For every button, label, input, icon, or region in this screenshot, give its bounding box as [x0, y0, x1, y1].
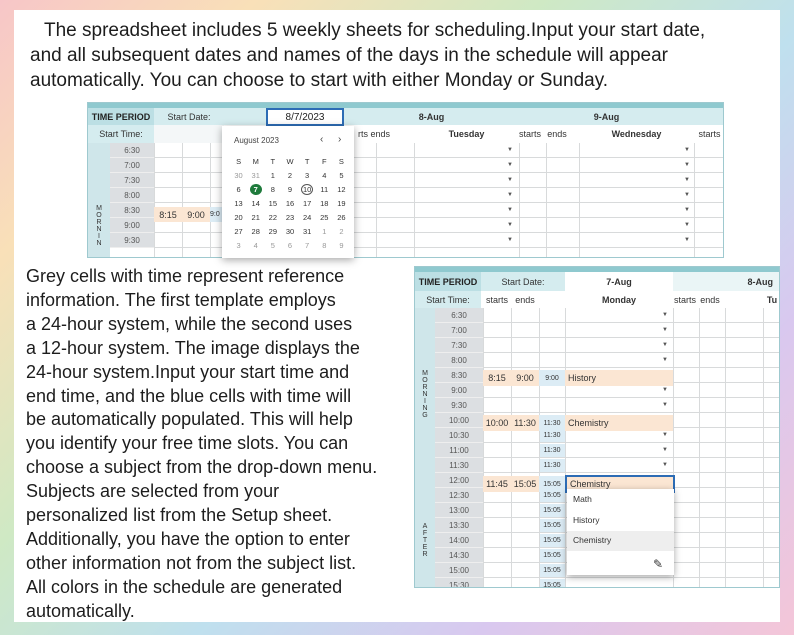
column-line: [483, 308, 484, 588]
weekday-label: M: [252, 157, 259, 166]
calendar-day[interactable]: 3: [236, 241, 241, 250]
calendar-day[interactable]: 8: [322, 241, 327, 250]
column-line: [546, 143, 547, 258]
weekday-label: T: [270, 157, 276, 166]
end-time-cell[interactable]: 9:00: [511, 370, 539, 386]
time-cell: 14:30: [435, 548, 483, 563]
date-picker-popup[interactable]: [222, 126, 354, 258]
dropdown-arrow-icon[interactable]: ▼: [662, 432, 668, 438]
calendar-day[interactable]: 3: [305, 171, 310, 180]
calendar-day[interactable]: 2: [287, 171, 293, 180]
time-cell: 7:30: [110, 173, 154, 188]
side-letter: O: [96, 212, 102, 219]
dropdown-arrow-icon[interactable]: ▼: [662, 357, 668, 363]
calendar-day[interactable]: 30: [285, 227, 295, 236]
calc-time-cell: 9:0: [210, 207, 224, 222]
start-date-label: Start Date:: [481, 272, 565, 291]
row-line: [483, 412, 780, 413]
dropdown-arrow-icon[interactable]: ▼: [507, 222, 513, 228]
time-cell: 13:00: [435, 503, 483, 518]
time-cell: 9:30: [110, 233, 154, 248]
end-time-cell[interactable]: 11:30: [511, 415, 539, 431]
description-text: [26, 265, 418, 624]
calendar-day[interactable]: 7: [250, 184, 262, 195]
column-line: [210, 143, 211, 258]
dropdown-arrow-icon[interactable]: ▼: [662, 387, 668, 393]
calendar-day[interactable]: 12: [337, 185, 346, 194]
calendar-day[interactable]: 28: [251, 227, 260, 236]
calendar-day[interactable]: 4: [322, 171, 327, 180]
calendar-day[interactable]: 17: [302, 199, 312, 208]
time-cell: 15:00: [435, 563, 483, 578]
row-line: [483, 442, 780, 443]
calendar-day[interactable]: 6: [236, 185, 241, 194]
calendar-day[interactable]: 1: [322, 227, 327, 236]
time-cell: 8:30: [110, 203, 154, 218]
time-cell: 6:30: [435, 308, 483, 323]
calendar-day[interactable]: 4: [253, 241, 258, 250]
col-starts-3: starts: [698, 129, 721, 139]
calc-time-cell: 15:05: [539, 519, 565, 532]
column-line: [725, 308, 726, 588]
column-line: [519, 143, 520, 258]
dropdown-item-math[interactable]: Math: [573, 494, 592, 504]
calendar-grid: [230, 156, 350, 251]
time-cell: 9:00: [435, 383, 483, 398]
description-line: end time, and the blue cells with time will: [26, 385, 352, 406]
row-line: [483, 337, 780, 338]
calendar-day[interactable]: 2: [339, 227, 344, 236]
time-cell: 12:30: [435, 488, 483, 503]
day2-date: 8-Aug: [673, 272, 780, 291]
calendar-day[interactable]: 11: [320, 185, 329, 194]
weekday-label: S: [338, 157, 344, 166]
time-cell: 11:30: [435, 458, 483, 473]
description-line: Additionally, you have the option to enter: [26, 528, 350, 549]
side-letter: N: [422, 405, 428, 412]
dropdown-arrow-icon[interactable]: ▼: [684, 237, 690, 243]
column-line: [376, 143, 377, 258]
calendar-day[interactable]: 29: [268, 227, 278, 236]
side-letter: I: [424, 398, 426, 405]
time-period-header: TIME PERIOD: [88, 108, 154, 125]
time-cell: 14:00: [435, 533, 483, 548]
day1-name: Monday: [601, 294, 636, 305]
calendar-day[interactable]: 7: [305, 241, 310, 250]
start-time-cell[interactable]: 8:15: [154, 207, 182, 222]
calc-time-cell: 15:05: [539, 489, 565, 502]
calendar-day[interactable]: 8: [270, 185, 275, 194]
calendar-day[interactable]: 10: [302, 185, 312, 194]
day1-name: Tuesday: [448, 129, 485, 139]
column-line: [699, 308, 700, 588]
row-line: [483, 577, 780, 578]
row-line: [483, 322, 780, 323]
dropdown-arrow-icon[interactable]: ▼: [684, 207, 690, 213]
day2-name: Wednesday: [611, 129, 662, 139]
col2-starts: starts: [673, 294, 696, 305]
description-line: you identify your free time slots. You can: [26, 433, 349, 454]
time-cell: 15:30: [435, 578, 483, 588]
side-letter: M: [422, 370, 428, 377]
calc-time-cell: 15:05: [539, 564, 565, 577]
calendar-day[interactable]: 13: [234, 199, 243, 208]
calendar-day[interactable]: 1: [270, 171, 275, 180]
side-letter: I: [98, 233, 100, 240]
time-cell: 8:00: [435, 353, 483, 368]
weekday-label: S: [236, 157, 242, 166]
calc-time-cell: 15:05: [539, 579, 565, 588]
time-cell: 7:30: [435, 338, 483, 353]
calc-time-cell: 15:05: [539, 504, 565, 517]
calc-time-cell: 11:30: [539, 415, 565, 431]
dropdown-arrow-icon[interactable]: ▼: [662, 342, 668, 348]
calendar-day[interactable]: 5: [339, 171, 344, 180]
header-spacer: [154, 125, 224, 143]
column-line: [763, 308, 764, 588]
description-line: Subjects are selected from your: [26, 481, 280, 502]
time-cell: 7:00: [110, 158, 154, 173]
dropdown-arrow-icon[interactable]: ▼: [684, 147, 690, 153]
side-letter: T: [422, 537, 428, 544]
side-letter: R: [422, 384, 428, 391]
prev-month-icon[interactable]: ‹: [320, 134, 324, 145]
side-letter: N: [96, 226, 102, 233]
time-cell: 8:30: [435, 368, 483, 383]
col-ends-2: ends: [547, 129, 567, 139]
dropdown-arrow-icon[interactable]: ▼: [684, 222, 690, 228]
subject-cell[interactable]: Chemistry: [565, 415, 673, 431]
time-cell: 10:00: [435, 413, 483, 428]
row-line: [483, 367, 780, 368]
calc-time-cell: 11:30: [539, 459, 565, 472]
calendar-day[interactable]: 9: [339, 241, 344, 250]
dropdown-arrow-icon[interactable]: ▼: [684, 177, 690, 183]
dropdown-arrow-icon[interactable]: ▼: [684, 162, 690, 168]
column-line: [579, 143, 580, 258]
morning-side-label: [88, 143, 110, 258]
time-period-header: TIME PERIOD: [415, 272, 481, 291]
col-starts-2: starts: [519, 129, 542, 139]
side-letter: N: [96, 240, 102, 247]
calc-time-cell: 15:05: [539, 534, 565, 547]
column-line: [565, 308, 566, 588]
description-line: be automatically populated. This will help: [26, 409, 353, 430]
time-cell: 7:00: [435, 323, 483, 338]
dropdown-arrow-icon[interactable]: ▼: [507, 237, 513, 243]
calendar-day[interactable]: 14: [251, 199, 260, 208]
day2-date: 9-Aug: [519, 108, 694, 125]
subject-input-active[interactable]: Chemistry: [565, 475, 675, 493]
calendar-day[interactable]: 19: [337, 199, 346, 208]
calendar-day[interactable]: 27: [234, 227, 243, 236]
end-time-cell[interactable]: 15:05: [511, 476, 539, 492]
time-cell: 12:00: [435, 473, 483, 488]
time-cell: 11:00: [435, 443, 483, 458]
intro-line-1: The spreadsheet includes 5 weekly sheets for scheduling.Input your start date,: [44, 20, 706, 41]
calendar-day[interactable]: 5: [270, 241, 275, 250]
calendar-day[interactable]: 9: [287, 185, 293, 194]
start-time-cell[interactable]: 8:15: [483, 370, 511, 386]
dropdown-arrow-icon[interactable]: ▼: [507, 207, 513, 213]
start-date-label: Start Date:: [154, 108, 224, 125]
day2-name: Tu: [766, 294, 778, 305]
dropdown-arrow-icon[interactable]: ▼: [507, 147, 513, 153]
dropdown-arrow-icon[interactable]: ▼: [684, 192, 690, 198]
dropdown-arrow-icon[interactable]: ▼: [662, 402, 668, 408]
col-ends: ends: [515, 294, 535, 305]
description-line: personalized list from the Setup sheet.: [26, 505, 333, 526]
dropdown-item-history[interactable]: History: [573, 515, 600, 525]
calendar-day[interactable]: 25: [320, 213, 329, 222]
intro-text: [30, 18, 750, 93]
weekday-label: F: [321, 157, 327, 166]
dropdown-arrow-icon[interactable]: ▼: [662, 462, 668, 468]
column-line: [694, 143, 695, 258]
calendar-day[interactable]: 15: [268, 199, 278, 208]
row-line: [483, 457, 780, 458]
start-time-cell[interactable]: 11:45: [483, 476, 511, 492]
column-line: [414, 143, 415, 258]
side-letter: E: [422, 544, 428, 551]
time-cell: 6:30: [110, 143, 154, 158]
time-cell: 9:30: [435, 398, 483, 413]
calendar-day[interactable]: 6: [287, 241, 293, 250]
side-letter: M: [96, 205, 102, 212]
start-time-label: Start Time:: [88, 125, 154, 143]
day3-date: [694, 108, 724, 125]
description-line: a 12-hour system. The image displays the: [26, 337, 360, 358]
start-time-cell[interactable]: 10:00: [483, 415, 511, 431]
side-letter: R: [422, 551, 428, 558]
subject-cell[interactable]: History: [565, 370, 673, 386]
day1-date: 8-Aug: [344, 108, 519, 125]
schedule-sheet-top: [87, 102, 724, 258]
calendar-day[interactable]: 21: [251, 213, 260, 222]
description-line: All colors in the schedule are generated automatically.: [26, 576, 343, 621]
calendar-day[interactable]: 24: [302, 213, 312, 222]
row-line: [483, 397, 780, 398]
calc-time-cell: 11:30: [539, 444, 565, 457]
column-line: [182, 143, 183, 258]
calendar-day[interactable]: 22: [268, 213, 278, 222]
col-starts: starts: [485, 294, 508, 305]
subject-dropdown[interactable]: [567, 489, 674, 575]
dropdown-arrow-icon[interactable]: ▼: [507, 192, 513, 198]
column-line: [511, 308, 512, 588]
calendar-day[interactable]: 18: [320, 199, 329, 208]
description-line: a 24-hour system, while the second uses: [26, 313, 353, 334]
calendar-day[interactable]: 31: [251, 171, 260, 180]
period-side-label: [415, 308, 435, 588]
time-cell: 10:30: [435, 428, 483, 443]
time-cell: 8:00: [110, 188, 154, 203]
col-starts-ends-1: rts ends: [358, 129, 391, 139]
calc-time-cell: 9:00: [539, 370, 565, 386]
side-letter: O: [422, 377, 428, 384]
next-month-icon[interactable]: ›: [338, 134, 342, 145]
dropdown-arrow-icon[interactable]: ▼: [662, 447, 668, 453]
calendar-month-label: August 2023: [234, 136, 279, 145]
weekday-label: W: [286, 157, 294, 166]
calc-time-cell: 11:30: [539, 429, 565, 442]
dropdown-arrow-icon[interactable]: ▼: [507, 162, 513, 168]
side-letter: N: [422, 391, 428, 398]
end-time-cell[interactable]: 9:00: [182, 207, 210, 222]
edit-pencil-icon[interactable]: ✎: [653, 557, 664, 571]
time-cell: 13:30: [435, 518, 483, 533]
time-cell: 9:00: [110, 218, 154, 233]
intro-line-2: and all subsequent dates and names of the days in the schedule will appear: [30, 45, 668, 66]
calendar-day[interactable]: 26: [337, 213, 346, 222]
row-line: [483, 352, 780, 353]
dropdown-item-chemistry[interactable]: Chemistry: [567, 531, 674, 551]
description-line: other information not from the subject list.: [26, 552, 357, 573]
day1-date: 7-Aug: [565, 272, 673, 291]
calendar-day[interactable]: 20: [234, 213, 243, 222]
calendar-day[interactable]: 23: [285, 213, 295, 222]
calc-time-cell: 15:05: [539, 549, 565, 562]
weekday-label: T: [304, 157, 310, 166]
description-line: 24-hour system.Input your start time and: [26, 361, 350, 382]
calc-time-cell: 15:05: [539, 476, 565, 492]
description-line: choose a subject from the drop-down menu.: [26, 457, 378, 478]
start-date-input[interactable]: 8/7/2023: [266, 108, 344, 126]
column-line: [154, 143, 155, 258]
side-letter: F: [422, 530, 428, 537]
column-line: [539, 308, 540, 588]
description-line: Grey cells with time represent reference: [26, 266, 345, 286]
side-letter: A: [422, 523, 428, 530]
intro-line-3: automatically. You can choose to start with either Monday or Sunday.: [30, 70, 609, 91]
side-letter: G: [422, 412, 428, 419]
start-time-label: Start Time:: [415, 291, 481, 308]
side-letter: R: [96, 219, 102, 226]
col2-ends: ends: [700, 294, 720, 305]
dropdown-arrow-icon[interactable]: ▼: [507, 177, 513, 183]
row-line: [483, 472, 780, 473]
calendar-day[interactable]: 31: [302, 227, 312, 236]
calendar-day[interactable]: 16: [285, 199, 295, 208]
dropdown-arrow-icon[interactable]: ▼: [662, 327, 668, 333]
dropdown-arrow-icon[interactable]: ▼: [662, 312, 668, 318]
calendar-day[interactable]: 30: [234, 171, 243, 180]
description-line: information. The first template employs: [26, 289, 336, 310]
